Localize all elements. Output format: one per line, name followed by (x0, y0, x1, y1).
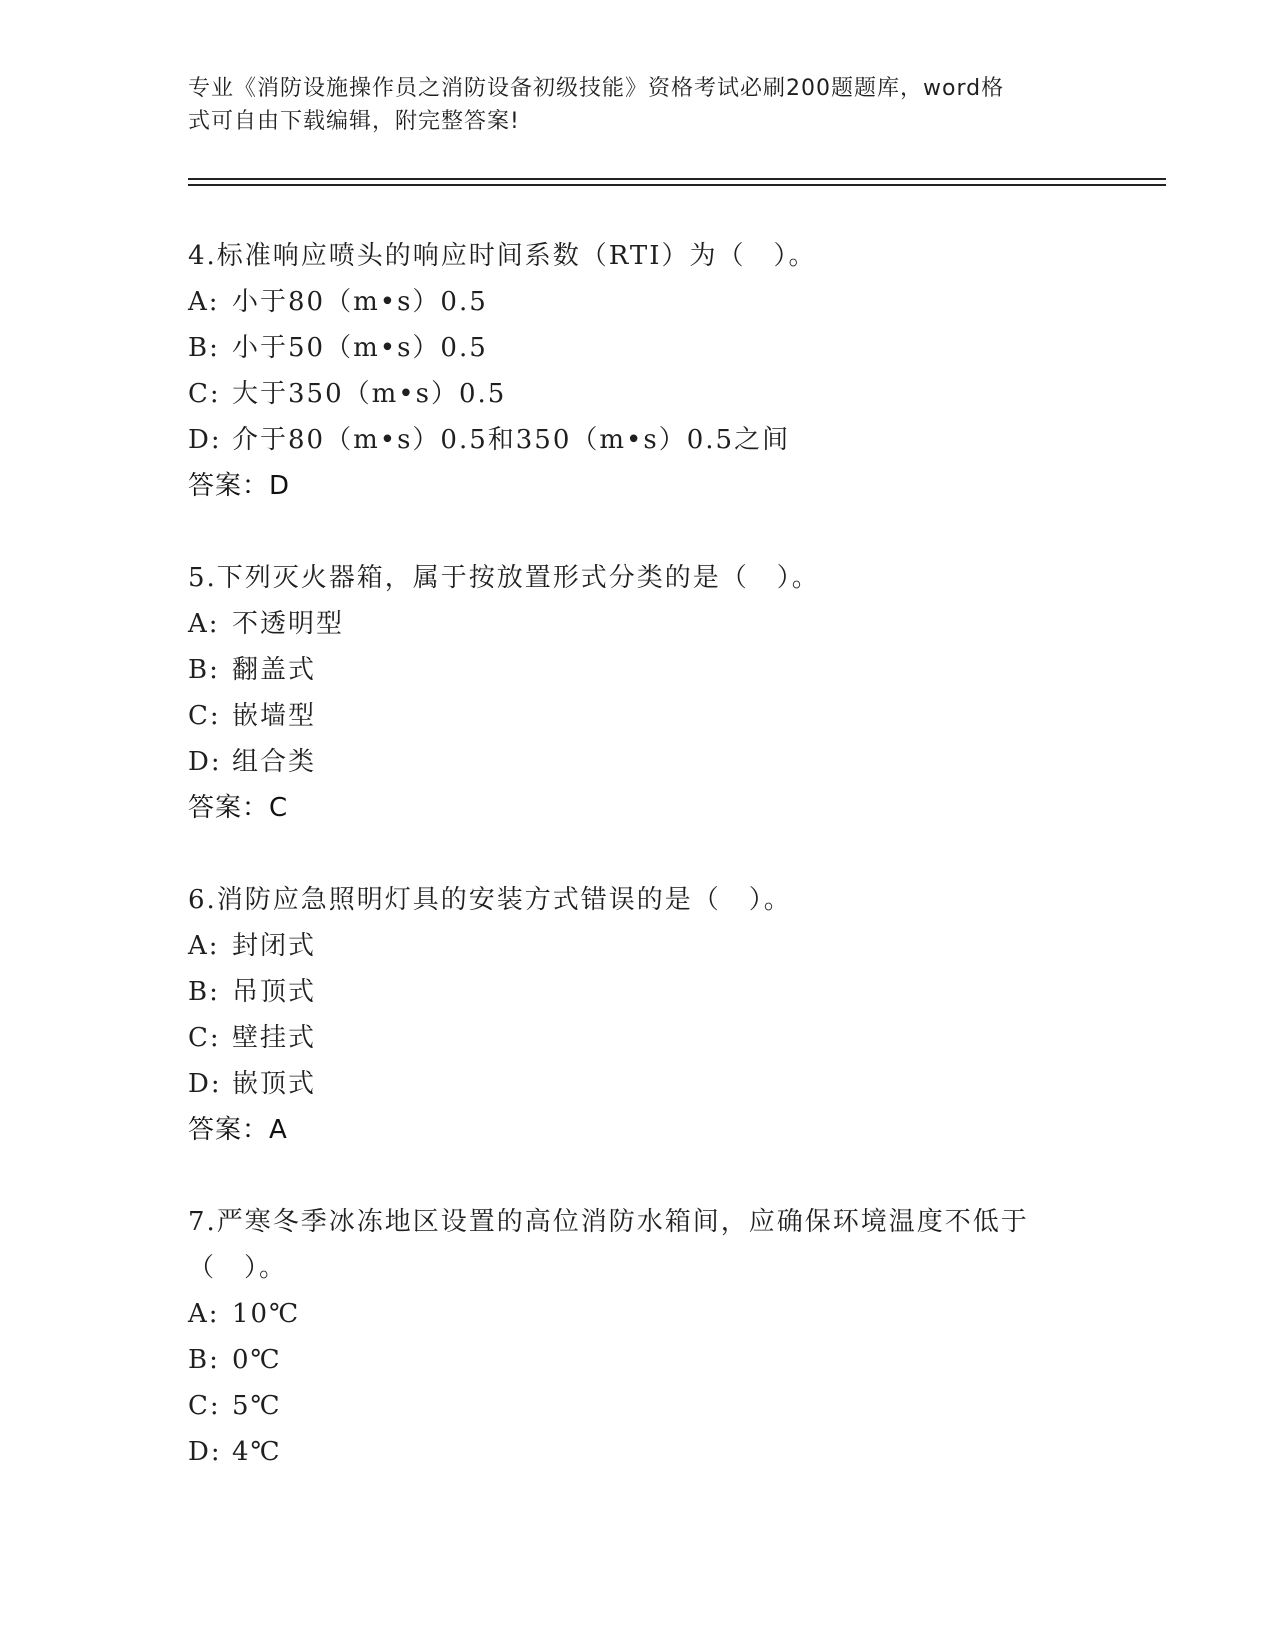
question-stem: 4.标准响应喷头的响应时间系数（RTI）为（ ）。 (188, 241, 817, 271)
option-text: 10℃ (232, 1299, 301, 1329)
option-text: 大于350（m•s）0.5 (232, 379, 507, 409)
option-key: C: (188, 1023, 221, 1053)
option-text: 4℃ (232, 1437, 282, 1467)
answer-line: 答案：A (188, 1115, 288, 1145)
answer-line: 答案：C (188, 793, 289, 823)
option-text: 0℃ (232, 1345, 282, 1375)
option-key: B: (188, 1345, 220, 1375)
option-a (188, 601, 1088, 647)
option-c (188, 1015, 1088, 1061)
option-a (188, 923, 1088, 969)
option-key: A: (188, 287, 220, 317)
answer-line: 答案：D (188, 471, 291, 501)
option-text: 5℃ (232, 1391, 282, 1421)
question-stem: 7.严寒冬季冰冻地区设置的高位消防水箱间，应确保环境温度不低于 (188, 1207, 1029, 1237)
header-divider-top (188, 178, 1166, 180)
option-key: B: (188, 977, 220, 1007)
option-text: 翻盖式 (232, 655, 317, 685)
question-stem-continued: （ ）。 (188, 1253, 288, 1283)
option-text: 小于80（m•s）0.5 (232, 287, 488, 317)
header-divider-bottom (188, 184, 1166, 186)
option-text: 组合类 (232, 747, 317, 777)
option-b (188, 1337, 1088, 1383)
option-d (188, 739, 1088, 785)
option-key: D: (188, 1437, 222, 1467)
option-key: D: (188, 425, 222, 455)
option-text: 封闭式 (232, 931, 317, 961)
option-a (188, 1291, 1088, 1337)
question-4 (188, 233, 1088, 509)
option-a (188, 279, 1088, 325)
option-c (188, 1383, 1088, 1429)
option-d (188, 1429, 1088, 1475)
header-line-1: 专业《消防设施操作员之消防设备初级技能》资格考试必刷200题题库，word格 (188, 76, 1005, 101)
option-key: B: (188, 333, 220, 363)
option-key: A: (188, 1299, 220, 1329)
question-6 (188, 877, 1088, 1153)
option-b (188, 325, 1088, 371)
option-key: C: (188, 1391, 221, 1421)
option-key: B: (188, 655, 220, 685)
option-key: C: (188, 701, 221, 731)
question-5 (188, 555, 1088, 831)
option-key: D: (188, 747, 222, 777)
option-text: 壁挂式 (232, 1023, 317, 1053)
option-b (188, 969, 1088, 1015)
option-text: 嵌墙型 (232, 701, 317, 731)
option-text: 小于50（m•s）0.5 (232, 333, 488, 363)
option-key: D: (188, 1069, 222, 1099)
option-key: C: (188, 379, 221, 409)
document-header (188, 72, 1068, 138)
option-text: 嵌顶式 (232, 1069, 317, 1099)
option-text: 吊顶式 (232, 977, 317, 1007)
question-stem: 5.下列灭火器箱，属于按放置形式分类的是（ ）。 (188, 563, 820, 593)
option-c (188, 371, 1088, 417)
option-d (188, 1061, 1088, 1107)
option-d (188, 417, 1088, 463)
question-7 (188, 1199, 1088, 1475)
question-list (188, 233, 1088, 1521)
option-c (188, 693, 1088, 739)
option-text: 介于80（m•s）0.5和350（m•s）0.5之间 (232, 425, 791, 455)
option-b (188, 647, 1088, 693)
option-text: 不透明型 (232, 609, 345, 639)
header-line-2: 式可自由下载编辑，附完整答案! (188, 109, 520, 134)
option-key: A: (188, 931, 220, 961)
question-stem: 6.消防应急照明灯具的安装方式错误的是（ ）。 (188, 885, 792, 915)
option-key: A: (188, 609, 220, 639)
